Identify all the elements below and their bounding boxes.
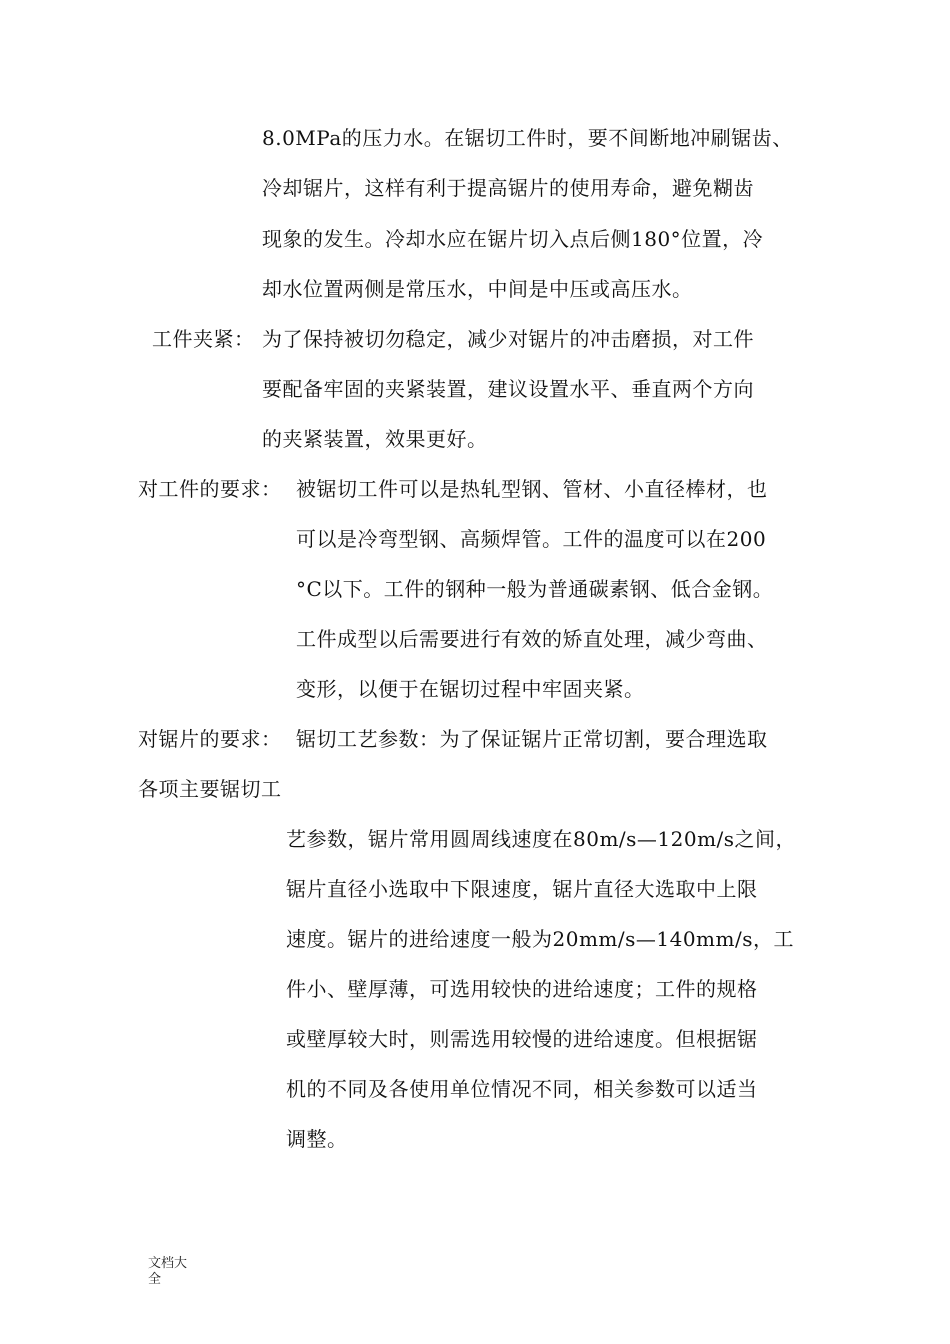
paragraph-line: 8.0MPa的压力水。在锯切工件时，要不间断地冲刷锯齿、: [262, 126, 793, 150]
paragraph-line: 锯切工艺参数：为了保证锯片正常切割，要合理选取: [296, 727, 768, 751]
paragraph-line: 变形，以便于在锯切过程中牢固夹紧。: [296, 677, 645, 701]
section-label: 对锯片的要求：: [138, 727, 282, 751]
paragraph-line: 冷却锯片，这样有利于提高锯片的使用寿命，避免糊齿: [262, 176, 754, 200]
paragraph-line: 被锯切工件可以是热轧型钢、管材、小直径棒材，也: [296, 477, 768, 501]
paragraph-line: 速度。锯片的进给速度一般为20mm/s—140mm/s，工: [286, 927, 794, 951]
paragraph-line: 锯片直径小选取中下限速度，锯片直径大选取中上限: [286, 877, 758, 901]
paragraph-line: 工件成型以后需要进行有效的矫直处理，减少弯曲、: [296, 627, 768, 651]
section-label: 对工件的要求：: [138, 477, 282, 501]
paragraph-line: 机的不同及各使用单位情况不同，相关参数可以适当: [286, 1077, 758, 1101]
paragraph-line: 却水位置两侧是常压水，中间是中压或高压水。: [262, 277, 693, 301]
paragraph-line: 艺参数，锯片常用圆周线速度在80m/s—120m/s之间，: [286, 827, 797, 851]
paragraph-line: 要配备牢固的夹紧装置，建议设置水平、垂直两个方向: [262, 377, 754, 401]
paragraph-line: 的夹紧装置，效果更好。: [262, 427, 488, 451]
paragraph-line: 为了保持被切勿稳定，减少对锯片的冲击磨损，对工件: [262, 327, 754, 351]
section-label: 工件夹紧：: [152, 327, 255, 351]
paragraph-line: 现象的发生。冷却水应在锯片切入点后侧180°位置，冷: [262, 227, 764, 251]
paragraph-line: 件小、壁厚薄，可选用较快的进给速度；工件的规格: [286, 977, 758, 1001]
paragraph-line: 各项主要锯切工: [138, 777, 282, 801]
paragraph-line: 或壁厚较大时，则需选用较慢的进给速度。但根据锯: [286, 1027, 758, 1051]
paragraph-line: 调整。: [286, 1127, 348, 1151]
page-footer: 文档大全: [148, 1256, 188, 1287]
paragraph-line: 可以是冷弯型钢、高频焊管。工件的温度可以在200: [296, 527, 767, 551]
paragraph-line: °C以下。工件的钢种一般为普通碳素钢、低合金钢。: [296, 577, 774, 601]
